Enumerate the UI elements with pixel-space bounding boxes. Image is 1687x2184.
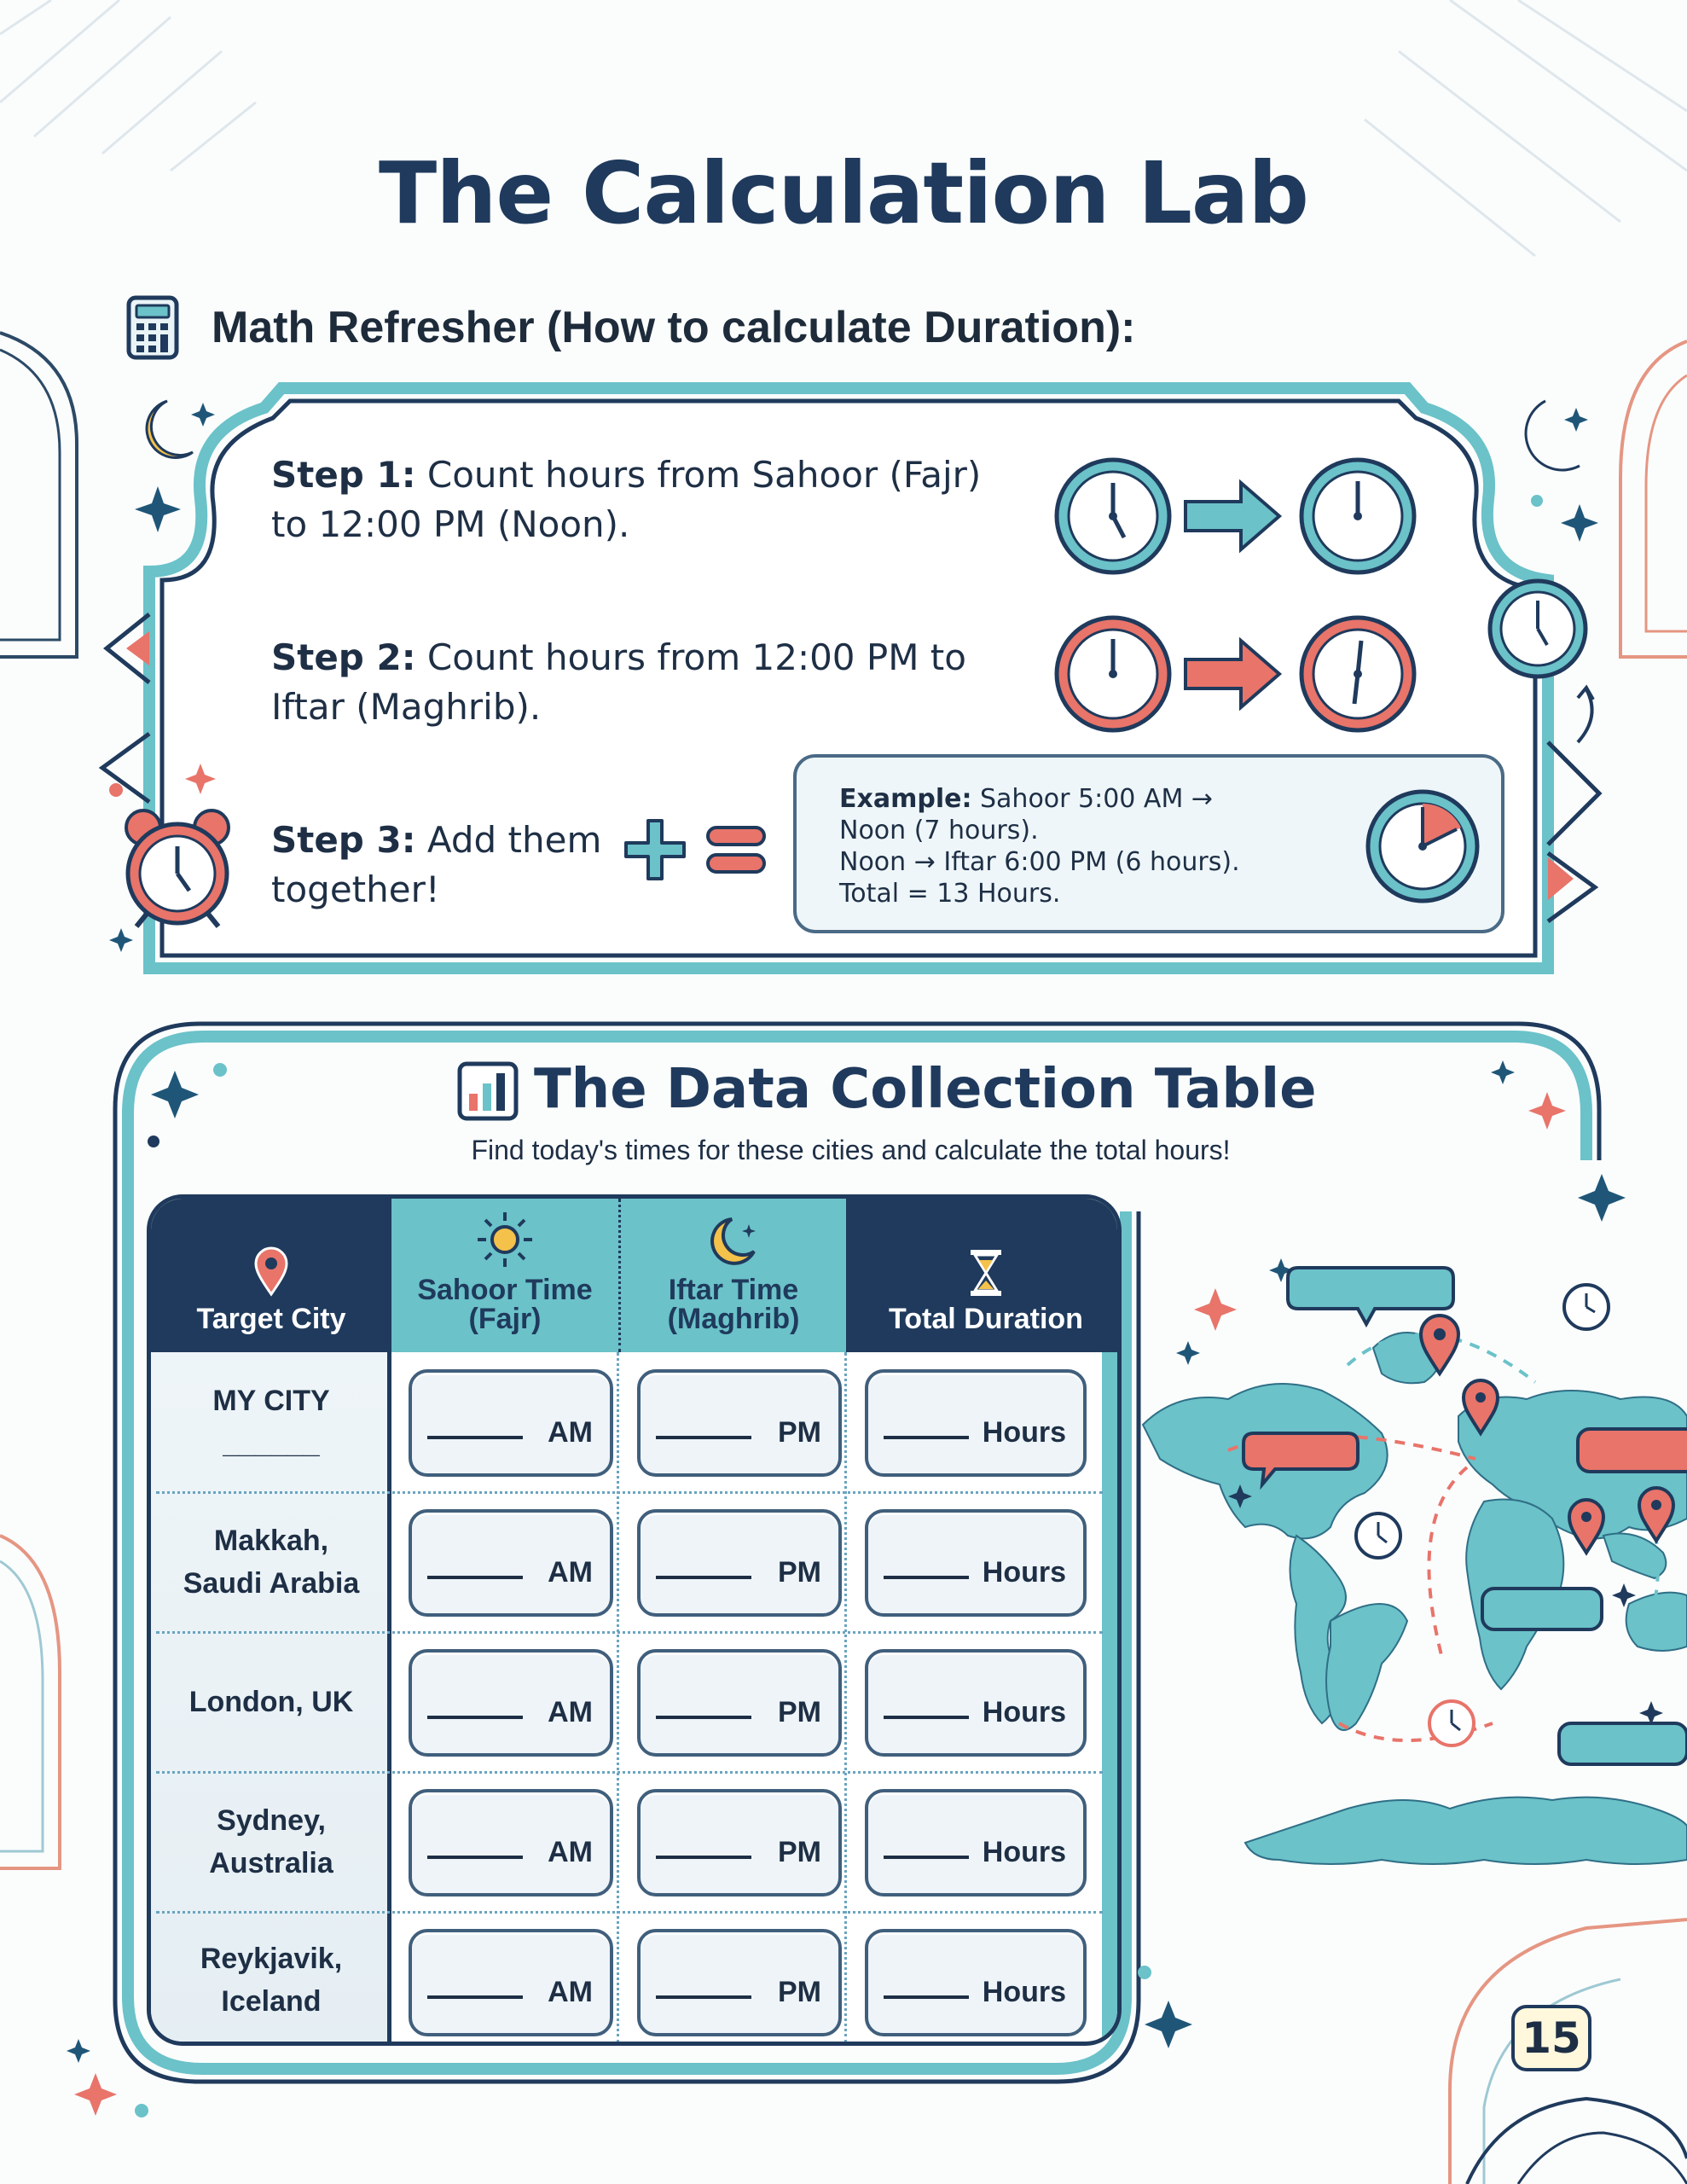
hourglass-icon — [969, 1248, 1003, 1298]
header-iftar-time — [618, 1199, 846, 1352]
total-duration-input[interactable] — [865, 1369, 1087, 1477]
page-title: The Calculation Lab — [379, 143, 1308, 243]
sparkle-icon — [1561, 504, 1598, 542]
total-duration-input[interactable] — [865, 1509, 1087, 1617]
world-map-illustration — [1126, 1246, 1687, 1911]
header-total-duration — [846, 1199, 1122, 1352]
iftar-time-input[interactable] — [637, 1509, 842, 1617]
step-text: Count hours from 12:00 PM to — [426, 636, 966, 678]
sparkle-icon — [151, 1071, 199, 1118]
city-name: ______ — [223, 1427, 320, 1460]
location-pin-icon — [252, 1246, 290, 1298]
example-line: Noon (7 hours). — [839, 816, 1039, 845]
step-text: Iftar (Maghrib). — [271, 686, 542, 728]
location-pin-icon — [1569, 1500, 1603, 1553]
unit-label: Hours — [982, 1556, 1066, 1589]
page-number: 15 — [1511, 2005, 1591, 2071]
city-name: Sydney, — [217, 1804, 326, 1837]
step-2 — [271, 633, 966, 732]
city-cell — [151, 1912, 391, 2046]
unit-label: Hours — [982, 1416, 1066, 1449]
city-name: Saudi Arabia — [183, 1567, 360, 1600]
step-text: to 12:00 PM (Noon). — [271, 503, 630, 545]
calculator-icon — [126, 295, 179, 360]
header-label: (Maghrib) — [667, 1303, 800, 1335]
sparkle-icon — [109, 928, 133, 952]
header-label: Target City — [196, 1303, 346, 1335]
header-label: Total Duration — [889, 1303, 1083, 1335]
header-target-city — [151, 1199, 391, 1352]
step-1-clocks — [1049, 452, 1424, 580]
sparkle-icon — [185, 764, 216, 794]
arrow-right-icon — [1186, 641, 1279, 707]
unit-label: PM — [778, 1836, 821, 1868]
location-pin-icon — [1639, 1488, 1673, 1541]
iftar-time-input[interactable] — [637, 1369, 842, 1477]
unit-label: Hours — [982, 1976, 1066, 2008]
math-refresher-heading: Math Refresher (How to calculate Duration): — [212, 303, 1136, 352]
step-text: Add them — [426, 819, 602, 861]
header-label: (Fajr) — [468, 1303, 542, 1335]
unit-label: AM — [548, 1976, 593, 2008]
unit-label: AM — [548, 1696, 593, 1728]
unit-label: AM — [548, 1556, 593, 1589]
iftar-time-input[interactable] — [637, 1649, 842, 1757]
city-name: Reykjavik, — [200, 1943, 343, 1975]
sparkle-icon — [1528, 1092, 1566, 1130]
city-cell — [151, 1492, 391, 1632]
bar-chart-icon — [457, 1061, 519, 1121]
equals-icon — [708, 828, 764, 872]
clock-icon — [1057, 460, 1169, 572]
unit-label: PM — [778, 1416, 821, 1449]
step-3 — [271, 816, 601, 915]
city-name: Makkah, — [213, 1525, 329, 1557]
sahoor-time-input[interactable] — [409, 1929, 613, 2036]
step-label: Step 1: — [271, 454, 416, 496]
example-box — [793, 754, 1504, 933]
curved-arrow-icon — [1571, 682, 1605, 751]
iftar-time-input[interactable] — [637, 1929, 842, 2036]
step-label: Step 2: — [271, 636, 416, 678]
sparkle-icon — [1578, 1174, 1626, 1222]
example-line: Total = 13 Hours. — [839, 879, 1061, 909]
city-name: MY CITY — [212, 1385, 330, 1417]
city-cell — [151, 1772, 391, 1912]
step-text: together! — [271, 868, 440, 910]
total-duration-input[interactable] — [865, 1929, 1087, 2036]
city-name: Iceland — [221, 1985, 322, 2018]
sahoor-time-input[interactable] — [409, 1509, 613, 1617]
example-label: Example: — [839, 784, 972, 814]
total-duration-input[interactable] — [865, 1789, 1087, 1896]
sparkle-icon — [191, 403, 215, 427]
sahoor-time-input[interactable] — [409, 1789, 613, 1896]
unit-label: PM — [778, 1976, 821, 2008]
header-label: Sahoor Time — [417, 1274, 593, 1306]
column-divider — [844, 1352, 847, 2043]
clock-icon — [1301, 618, 1414, 730]
unit-label: AM — [548, 1836, 593, 1868]
header-sahoor-time — [391, 1199, 618, 1352]
sparkle-icon — [74, 2073, 117, 2116]
unit-label: AM — [548, 1416, 593, 1449]
clock-icon — [1356, 1513, 1400, 1558]
data-table-title: The Data Collection Table — [534, 1058, 1317, 1121]
crescent-moon-icon — [706, 1214, 761, 1269]
city-cell — [151, 1632, 391, 1772]
clock-icon — [1429, 1701, 1474, 1745]
step-text: Count hours from Sahoor (Fajr) — [426, 454, 982, 496]
column-divider — [617, 1352, 619, 2043]
unit-label: Hours — [982, 1836, 1066, 1868]
unit-label: Hours — [982, 1696, 1066, 1728]
sparkle-icon — [135, 486, 181, 532]
header-label: Iftar Time — [668, 1274, 799, 1306]
sparkle-icon — [67, 2039, 90, 2063]
sahoor-time-input[interactable] — [409, 1649, 613, 1757]
step-label: Step 3: — [271, 819, 416, 861]
example-text — [839, 783, 1240, 909]
crescent-moon-icon — [1526, 401, 1580, 470]
iftar-time-input[interactable] — [637, 1789, 842, 1896]
crescent-moon-icon — [147, 401, 193, 457]
data-collection-table — [147, 1194, 1122, 2046]
step-2-clocks — [1049, 610, 1424, 738]
data-table-subtitle: Find today's times for these cities and calculate the total hours! — [471, 1135, 1231, 1165]
sparkle-icon — [1145, 2001, 1192, 2048]
city-name: Australia — [209, 1847, 333, 1879]
total-duration-input[interactable] — [865, 1649, 1087, 1757]
clock-icon — [1486, 577, 1590, 681]
table-edge — [1102, 1352, 1119, 2046]
unit-label: PM — [778, 1696, 821, 1728]
plus-icon — [626, 821, 684, 879]
example-line: Sahoor 5:00 AM → — [980, 784, 1214, 814]
example-line: Noon → Iftar 6:00 PM (6 hours). — [839, 847, 1240, 877]
unit-label: PM — [778, 1556, 821, 1589]
alarm-clock-icon — [118, 802, 237, 930]
sparkle-icon — [1564, 408, 1588, 432]
step-1 — [271, 450, 981, 549]
sparkle-icon — [1491, 1060, 1515, 1084]
city-cell — [151, 1352, 391, 1492]
clock-icon — [1564, 1285, 1609, 1329]
clock-icon — [1057, 618, 1169, 730]
plus-equals-icons — [624, 817, 769, 882]
sahoor-time-input[interactable] — [409, 1369, 613, 1477]
city-name: London, UK — [188, 1686, 354, 1718]
clock-icon — [1301, 460, 1414, 572]
arrow-right-icon — [1186, 483, 1279, 549]
sun-icon — [476, 1211, 534, 1269]
pie-clock-icon — [1363, 787, 1482, 906]
